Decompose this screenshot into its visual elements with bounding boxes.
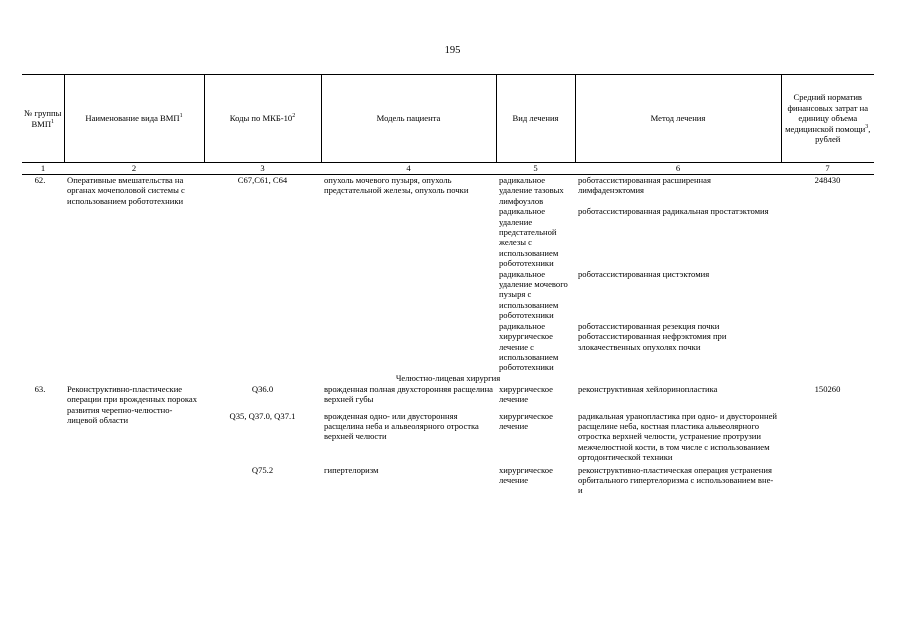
column-number: 6 <box>575 163 781 175</box>
table-row <box>22 384 874 405</box>
treatment-type: радикальное удаление тазовых лимфоузлов <box>499 175 564 206</box>
column-number: 7 <box>781 163 874 175</box>
treatment-method: реконструктивно-пластическая операция устранения орбитального гипертелоризма с использованием вне- и <box>578 464 774 496</box>
table-row <box>22 175 874 207</box>
treatment-method: реконструктивная хейлоринопластика <box>578 383 718 394</box>
treatment-type: хирургическое лечение <box>499 410 553 431</box>
header-icd-codes: Коды по МКБ-$10^2$ <box>204 75 321 163</box>
column-numbers-row <box>22 163 874 175</box>
treatment-type: радикальное хирургическое лечение с использованием робототехники <box>499 320 559 373</box>
column-number: 2 <box>64 163 204 175</box>
vmp-table <box>22 74 874 496</box>
average-cost: 248430 <box>814 175 841 185</box>
header-row <box>22 75 874 163</box>
header-treatment-method: Метод лечения <box>575 75 781 163</box>
header-vmp-name: Наименование вида ВМП$^1$ <box>64 75 204 163</box>
icd-codes: Q35, Q37.0, Q37.1 <box>229 410 296 421</box>
patient-model: врожденная полная двухсторонняя расщелина верхней губы <box>324 383 493 405</box>
patient-model: опухоль мочевого пузыря, опухоль предстательной железы, опухоль почки <box>324 175 469 196</box>
group-number: 63. <box>34 383 46 394</box>
section-row <box>22 373 874 384</box>
icd-codes: Q75.2 <box>251 464 274 475</box>
header-average-cost: Средний норматив финансовых затрат на единицу объема медицинской помощи$^3$, рублей <box>781 75 874 163</box>
section-title: Челюстно-лицевая хирургия <box>395 372 501 383</box>
vmp-name: Реконструктивно-пластические операции при врожденных пороках развития черепно-челюстно-лицевой области <box>67 383 198 425</box>
column-number: 3 <box>204 163 321 175</box>
treatment-type: радикальное удаление мочевого пузыря с использованием робототехники <box>499 268 568 321</box>
header-patient-model: Модель пациента <box>321 75 496 163</box>
treatment-type: радикальное удаление предстательной железы с использованием робототехники <box>499 206 559 269</box>
treatment-type: хирургическое лечение <box>499 383 553 405</box>
header-group-number: № группы ВМП$^1$ <box>22 75 64 163</box>
vmp-name: Оперативные вмешательства на органах мочеполовой системы с использованием робототехники <box>67 175 185 206</box>
column-number: 1 <box>22 163 64 175</box>
treatment-method: роботассистированная резекция почки роботассистированная нефрэктомия при злокачественных опухолях почки <box>578 320 727 352</box>
vmp-table-container <box>22 74 874 640</box>
average-cost: 150260 <box>814 383 841 394</box>
column-number: 5 <box>496 163 575 175</box>
treatment-method: роботассистированная расширенная лимфаденэктомия <box>578 175 711 196</box>
treatment-method: роботассистированная цистэктомия <box>578 268 710 279</box>
icd-codes: C67,C61, C64 <box>237 175 288 185</box>
treatment-method: роботассистированная радикальная простатэктомия <box>578 206 769 217</box>
page-number: 195 <box>444 45 461 56</box>
treatment-type: хирургическое лечение <box>499 464 553 485</box>
patient-model: врожденная одно- или двусторонняя расщелина неба и альвеолярного отростка верхней челюсти <box>324 410 479 442</box>
header-treatment-type: Вид лечения <box>496 75 575 163</box>
treatment-method: радикальная уранопластика при одно- и двусторонней расщелине неба, костная пластика альвеолярного отростка верхней челюсти, устранение протрузии межчелюстной кости, в том числе с использованием ортодонтической техники <box>578 410 778 463</box>
column-number: 4 <box>321 163 496 175</box>
patient-model: гипертелоризм <box>324 464 379 475</box>
icd-codes: Q36.0 <box>251 383 274 394</box>
group-number: 62. <box>34 175 46 185</box>
